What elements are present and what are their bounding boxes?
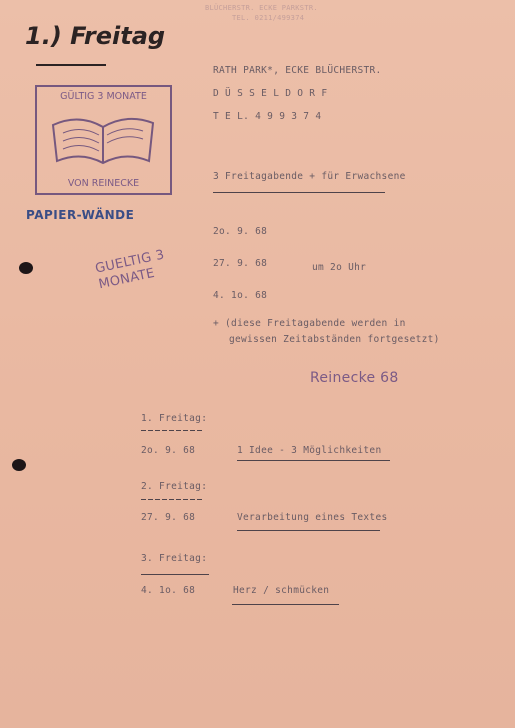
session-1-heading: 1. Freitag: <box>141 413 208 424</box>
address-line3: T E L. 4 9 9 3 7 4 <box>213 111 322 122</box>
punch-hole-bottom <box>12 459 26 471</box>
session-1-date: 2o. 9. 68 <box>141 445 196 456</box>
open-book-icon <box>49 105 157 169</box>
session-2-heading: 2. Freitag: <box>141 481 208 492</box>
session-3-date: 4. 1o. 68 <box>141 585 196 596</box>
session-3-topic-underline <box>232 604 339 605</box>
event-title: 3 Freitagabende + für Erwachsene <box>213 171 406 182</box>
event-time: um 2o Uhr <box>312 262 367 273</box>
address-line2: D Ü S S E L D O R F <box>213 88 328 99</box>
date-3: 4. 1o. 68 <box>213 290 268 301</box>
faded-header-line1: BLÜCHERSTR. ECKE PARKSTR. <box>205 4 318 12</box>
session-2-topic-underline <box>237 530 380 531</box>
handwritten-title: 1.) Freitag <box>25 22 166 50</box>
book-stamp <box>35 85 172 195</box>
session-1-topic-underline <box>237 460 390 461</box>
session-3-heading-rule <box>141 574 209 575</box>
note-line1: + (diese Freitagabende werden in <box>213 318 406 329</box>
session-3-topic: Herz / schmücken <box>233 585 330 596</box>
stamp-bottom-text: VON REINECKE <box>67 178 140 189</box>
date-2: 27. 9. 68 <box>213 258 268 269</box>
date-1: 2o. 9. 68 <box>213 226 268 237</box>
purple-stamp-text: GUELTIG 3 MONATE <box>94 247 166 293</box>
session-2-heading-rule <box>141 499 203 500</box>
session-1-topic: 1 Idee - 3 Möglichkeiten <box>237 445 382 456</box>
signature-stamp: Reinecke 68 <box>310 370 399 386</box>
session-2-topic: Verarbeitung eines Textes <box>237 512 388 523</box>
punch-hole-top <box>19 262 33 274</box>
session-1-heading-rule <box>141 430 203 431</box>
event-title-underline <box>213 192 385 193</box>
session-3-heading: 3. Freitag: <box>141 553 208 564</box>
note-line2: gewissen Zeitabständen fortgesetzt) <box>229 334 440 345</box>
faded-header-line2: TEL. 0211/499374 <box>232 14 305 22</box>
session-2-date: 27. 9. 68 <box>141 512 196 523</box>
blue-stamp-text: PAPIER-WÄNDE <box>26 208 135 222</box>
stamp-top-text: GÜLTIG 3 MONATE <box>60 91 147 102</box>
address-line1: RATH PARK*, ECKE BLÜCHERSTR. <box>213 65 382 76</box>
handwritten-underline <box>36 64 106 66</box>
